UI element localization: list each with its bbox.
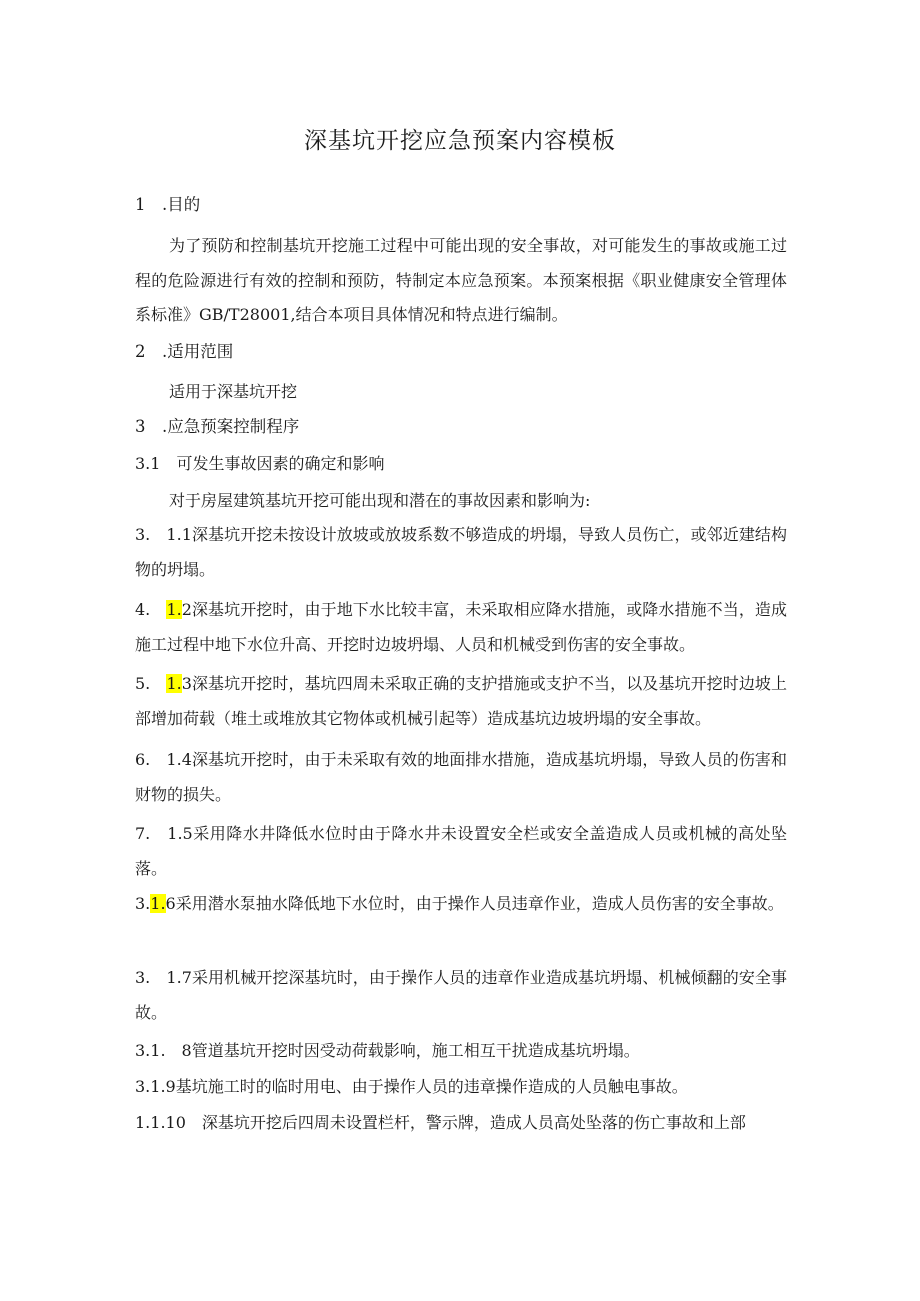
list-item-3-1-3 (135, 667, 787, 736)
heading-3-1: 3.1 可发生事故因素的确定和影响 (135, 454, 385, 473)
paragraph-scope: 适用于深基坑开挖 (169, 382, 298, 401)
item-number: 4. (135, 600, 167, 619)
heading-procedure: 3 .应急预案控制程序 (135, 417, 300, 436)
item-text: 2深基坑开挖时，由于地下水比较丰富，未采取相应降水措施，或降水措施不当，造成施工过程中地下水位升高、开挖时边坡坍塌、人员和机械受到伤害的安全事故。 (135, 600, 787, 654)
document-title: 深基坑开挖应急预案内容模板 (304, 128, 616, 154)
list-item-3-1-9: 3.1.9基坑施工时的临时用电、由于操作人员的违章操作造成的人员触电事故。 (135, 1077, 688, 1096)
paragraph-intro: 对于房屋建筑基坑开挖可能出现和潜在的事故因素和影响为: (169, 491, 591, 510)
list-item-3-1-6 (135, 887, 787, 922)
item-number: 5. (135, 674, 167, 693)
item-number: 3. (135, 894, 151, 913)
list-item-3-1-2 (135, 593, 787, 662)
list-item-3-1-1: 3. 1.1深基坑开挖未按设计放坡或放坡系数不够造成的坍塌，导致人员伤亡，或邻近建结构物的坍塌。 (135, 525, 787, 579)
list-item-3-1-5: 7. 1.5采用降水井降低水位时由于降水井未设置安全栏或安全盖造成人员或机械的高处坠落。 (135, 824, 787, 878)
heading-scope: 2 .适用范围 (135, 342, 234, 361)
list-item-3-1-7: 3. 1.7采用机械开挖深基坑时，由于操作人员的违章作业造成基坑坍塌、机械倾翻的安全事故。 (135, 968, 787, 1022)
highlighted-text: 1. (150, 894, 166, 913)
item-text: 3深基坑开挖时，基坑四周未采取正确的支护措施或支护不当，以及基坑开挖时边坡上部增加荷载（堆土或堆放其它物体或机械引起等）造成基坑边坡坍塌的安全事故。 (135, 674, 787, 728)
list-item-3-1-4: 6. 1.4深基坑开挖时，由于未采取有效的地面排水措施，造成基坑坍塌，导致人员的伤害和财物的损失。 (135, 750, 787, 804)
list-item-3-1-8: 3.1. 8管道基坑开挖时因受动荷载影响，施工相互干扰造成基坑坍塌。 (135, 1041, 640, 1060)
highlighted-text: 1. (166, 600, 182, 619)
highlighted-text: 1. (166, 674, 182, 693)
item-text: 6采用潜水泵抽水降低地下水位时，由于操作人员违章作业，造成人员伤害的安全事故。 (165, 894, 784, 913)
paragraph-purpose: 为了预防和控制基坑开挖施工过程中可能出现的安全事故，对可能发生的事故或施工过程的危险源进行有效的控制和预防，特制定本应急预案。本预案根据《职业健康安全管理体系标准》GB/T28001,结合本项目具体情况和特点进行编制。 (135, 236, 787, 324)
heading-purpose: 1 .目的 (135, 195, 201, 214)
list-item-1-1-10: 1.1.10 深基坑开挖后四周未设置栏杆，警示牌，造成人员高处坠落的伤亡事故和上部 (135, 1113, 746, 1132)
